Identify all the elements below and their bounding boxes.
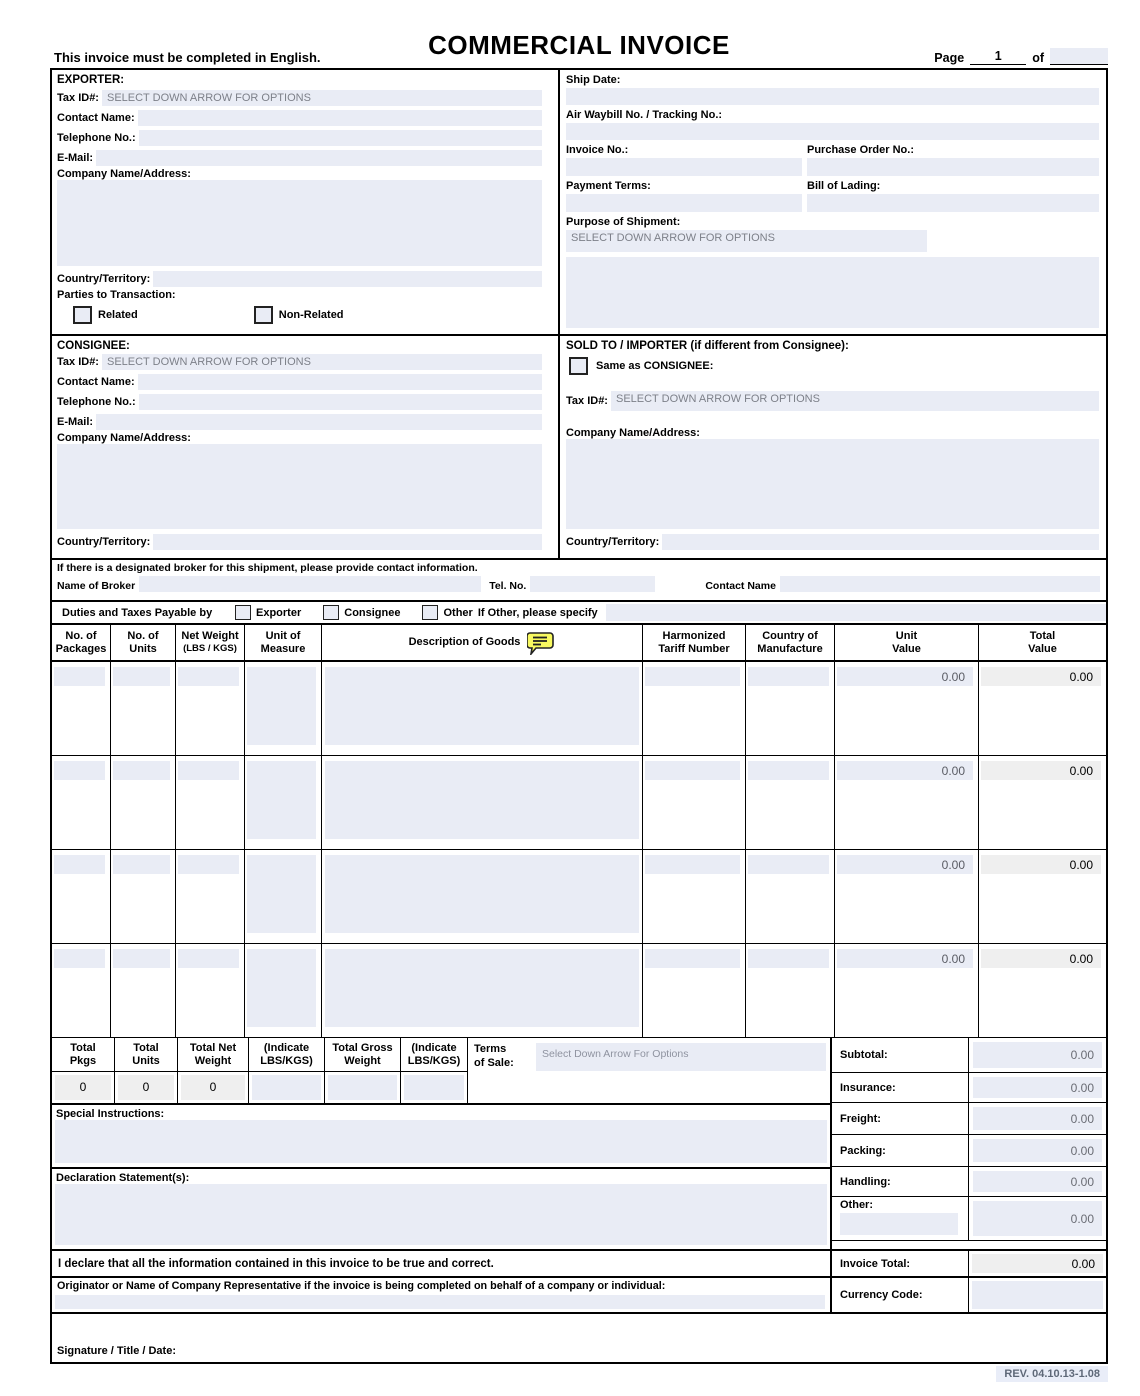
item2-country-input[interactable]	[748, 761, 829, 780]
bill-of-lading-label: Bill of Lading:	[807, 180, 881, 192]
exporter-title: EXPORTER:	[57, 74, 125, 86]
invoice-no-label: Invoice No.:	[566, 144, 629, 156]
broker-fields-row	[57, 575, 1100, 592]
broker-name-input[interactable]	[139, 576, 481, 592]
col-header-description: Description of Goods	[322, 625, 643, 660]
freight-label: Freight:	[832, 1103, 969, 1134]
col-header-tariff: Harmonized Tariff Number	[643, 625, 746, 660]
terms-of-sale-cell	[468, 1038, 830, 1075]
handling-input[interactable]: 0.00	[973, 1171, 1102, 1192]
payment-terms-input[interactable]	[566, 194, 802, 212]
exporter-email-label: E-Mail:	[57, 151, 94, 164]
col-header-unit-measure: Unit of Measure	[245, 625, 322, 660]
exporter-country-label: Country/Territory:	[57, 272, 151, 285]
payment-bol-row	[566, 180, 1099, 212]
freight-input[interactable]: 0.00	[973, 1107, 1102, 1130]
ship-date-label: Ship Date:	[566, 74, 621, 86]
declaration-box	[52, 1167, 830, 1249]
charges-panel	[832, 1038, 1106, 1249]
item1-net-weight-input[interactable]	[178, 667, 239, 686]
item2-net-weight-input[interactable]	[178, 761, 239, 780]
subtotal-field: 0.00	[973, 1042, 1102, 1068]
exporter-tax-id-row	[57, 88, 542, 107]
exporter-company-label: Company Name/Address:	[57, 168, 191, 180]
page-label: Page	[934, 51, 965, 65]
soldto-company-address-textarea[interactable]	[566, 439, 1099, 529]
payment-terms-label: Payment Terms:	[566, 180, 651, 192]
col-header-units: No. of Units	[111, 625, 176, 660]
indicate-lbs-kgs-input-2[interactable]	[404, 1075, 464, 1100]
broker-tel-label: Tel. No.	[489, 580, 527, 592]
item3-net-weight-input[interactable]	[178, 855, 239, 874]
soldto-block	[560, 336, 1106, 558]
handling-label: Handling:	[832, 1167, 969, 1196]
exporter-block	[52, 70, 560, 334]
consignee-block	[52, 336, 560, 558]
broker-tel-input[interactable]	[530, 576, 655, 592]
item3-units-input[interactable]	[113, 855, 170, 874]
items-table-header	[52, 625, 1106, 662]
total-pkgs-field: 0	[55, 1075, 111, 1100]
insurance-row	[832, 1073, 1106, 1103]
totals-left-panel	[52, 1038, 832, 1249]
totals-row	[52, 1038, 830, 1103]
broker-contact-label: Contact Name	[705, 580, 776, 592]
terms-of-sale-select[interactable]: Select Down Arrow For Options	[536, 1043, 826, 1071]
item2-description-textarea[interactable]	[325, 761, 639, 839]
duties-other-specify-label: If Other, please specify	[477, 606, 598, 619]
total-net-weight-header: Total Net Weight	[178, 1038, 248, 1072]
exporter-telephone-row	[57, 128, 542, 147]
declaration-textarea[interactable]	[55, 1184, 827, 1245]
exporter-contact-label: Contact Name:	[57, 111, 135, 124]
duties-exporter-label: Exporter	[256, 606, 302, 619]
purpose-select[interactable]: SELECT DOWN ARROW FOR OPTIONS	[566, 230, 927, 252]
page-counter	[934, 48, 1108, 65]
col-header-unit-value: Unit Value	[835, 625, 979, 660]
other-charge-row	[832, 1197, 1106, 1241]
item2-unit-value-field[interactable]: 0.00	[837, 761, 973, 780]
exporter-tax-id-select[interactable]: SELECT DOWN ARROW FOR OPTIONS	[102, 90, 542, 106]
item-row-4	[52, 944, 1106, 1038]
item1-units-input[interactable]	[113, 667, 170, 686]
consignee-email-row	[57, 412, 542, 431]
consignee-telephone-label: Telephone No.:	[57, 395, 136, 408]
soldto-tax-id-label: Tax ID#:	[566, 395, 608, 407]
item1-packages-input[interactable]	[54, 667, 105, 686]
broker-name-label: Name of Broker	[57, 580, 136, 592]
invoice-total-field: 0.00	[972, 1254, 1103, 1273]
subtotal-row	[832, 1038, 1106, 1073]
comment-note-icon[interactable]	[527, 631, 555, 655]
bill-of-lading-input[interactable]	[807, 194, 1099, 212]
item4-net-weight-input[interactable]	[178, 949, 239, 968]
item3-country-input[interactable]	[748, 855, 829, 874]
invoice-no-input[interactable]	[566, 158, 802, 176]
same-as-consignee-label: Same as CONSIGNEE:	[596, 360, 714, 372]
originator-input[interactable]	[55, 1295, 825, 1309]
item4-units-input[interactable]	[113, 949, 170, 968]
consignee-country-row	[57, 532, 542, 551]
item1-unit-measure-input[interactable]	[247, 667, 316, 745]
air-waybill-label: Air Waybill No. / Tracking No.:	[566, 109, 723, 121]
special-instructions-box	[52, 1103, 830, 1167]
col-header-net-weight: Net Weight (LBS / KGS)	[176, 625, 245, 660]
consignee-email-label: E-Mail:	[57, 415, 94, 428]
signature-label: Signature / Title / Date:	[57, 1345, 176, 1357]
item4-description-textarea[interactable]	[325, 949, 639, 1027]
item-row-1	[52, 662, 1106, 756]
item2-units-input[interactable]	[113, 761, 170, 780]
insurance-input[interactable]: 0.00	[973, 1077, 1102, 1098]
consignee-contact-label: Contact Name:	[57, 375, 135, 388]
indicate-lbs-kgs-header-1: (Indicate LBS/KGS)	[249, 1038, 324, 1072]
item1-total-value-field: 0.00	[981, 667, 1101, 686]
other-charge-label: Other:	[840, 1199, 873, 1211]
consignee-company-label: Company Name/Address:	[57, 432, 191, 444]
consignee-company-address-textarea[interactable]	[57, 444, 542, 529]
signature-row[interactable]	[52, 1312, 1106, 1362]
parties-to-transaction-label: Parties to Transaction:	[57, 289, 176, 301]
packing-label: Packing:	[832, 1135, 969, 1166]
shipment-block	[560, 70, 1106, 334]
broker-contact-input[interactable]	[780, 576, 1100, 592]
same-as-consignee-checkbox[interactable]	[569, 357, 588, 375]
packing-input[interactable]: 0.00	[973, 1139, 1102, 1162]
invoice-total-label: Invoice Total:	[832, 1251, 969, 1276]
related-label: Related	[98, 309, 138, 321]
indicate-lbs-kgs-input-1[interactable]	[252, 1075, 321, 1100]
total-net-weight-field: 0	[181, 1075, 245, 1100]
purchase-order-label: Purchase Order No.:	[807, 144, 914, 156]
duties-other-checkbox[interactable]	[422, 605, 438, 620]
item3-packages-input[interactable]	[54, 855, 105, 874]
same-as-consignee-row	[569, 357, 1099, 375]
exporter-telephone-label: Telephone No.:	[57, 131, 136, 144]
item2-tariff-input[interactable]	[645, 761, 740, 780]
packing-row	[832, 1135, 1106, 1167]
page-title: COMMERCIAL INVOICE	[428, 30, 730, 60]
invoice-po-row	[566, 144, 1099, 176]
item3-unit-value-field[interactable]: 0.00	[837, 855, 973, 874]
item3-unit-measure-input[interactable]	[247, 855, 316, 933]
special-instructions-label: Special Instructions:	[56, 1108, 170, 1120]
soldto-country-label: Country/Territory:	[566, 535, 660, 548]
item2-unit-measure-input[interactable]	[247, 761, 316, 839]
consignee-country-input[interactable]	[153, 534, 542, 550]
page-number-field: 1	[970, 49, 1026, 65]
item2-total-value-field: 0.00	[981, 761, 1101, 780]
item3-description-textarea[interactable]	[325, 855, 639, 933]
declare-row	[52, 1249, 1106, 1276]
consignee-contact-row	[57, 372, 542, 391]
soldto-title: SOLD TO / IMPORTER (if different from Consignee):	[566, 340, 849, 352]
parties-checkboxes	[73, 304, 542, 326]
exporter-company-address-textarea[interactable]	[57, 180, 542, 266]
purpose-label: Purpose of Shipment:	[566, 216, 681, 228]
soldto-tax-id-row	[566, 390, 1099, 412]
page-total-input[interactable]	[1050, 48, 1108, 65]
consignee-email-input[interactable]	[96, 414, 542, 430]
duties-consignee-label: Consignee	[344, 606, 401, 619]
item1-country-input[interactable]	[748, 667, 829, 686]
terms-of-sale-label: Terms of Sale:	[474, 1043, 514, 1069]
non-related-checkbox[interactable]	[254, 306, 273, 324]
total-units-header: Total Units	[115, 1038, 177, 1072]
consignee-contact-input[interactable]	[138, 374, 542, 390]
total-pkgs-header: Total Pkgs	[52, 1038, 114, 1072]
item4-unit-measure-input[interactable]	[247, 949, 316, 1027]
broker-section	[52, 560, 1106, 602]
col-header-manufacture: Country of Manufacture	[746, 625, 835, 660]
item1-tariff-input[interactable]	[645, 667, 740, 686]
freight-row	[832, 1103, 1106, 1135]
soldto-tax-id-select[interactable]: SELECT DOWN ARROW FOR OPTIONS	[611, 391, 1099, 411]
item4-total-value-field: 0.00	[981, 949, 1101, 968]
other-charge-specify-input[interactable]	[840, 1213, 958, 1235]
purchase-order-input[interactable]	[807, 158, 1099, 176]
consignee-title: CONSIGNEE:	[57, 340, 130, 352]
invoice-form	[50, 68, 1108, 1364]
soldto-company-label: Company Name/Address:	[566, 427, 700, 439]
duties-other-specify-input[interactable]	[606, 604, 1106, 621]
exporter-telephone-input[interactable]	[139, 130, 542, 146]
total-units-field: 0	[118, 1075, 174, 1100]
duties-exporter-checkbox[interactable]	[235, 605, 251, 620]
item-row-2	[52, 756, 1106, 850]
non-related-label: Non-Related	[278, 309, 344, 321]
related-checkbox[interactable]	[73, 306, 92, 324]
special-instructions-textarea[interactable]	[55, 1120, 827, 1163]
item4-tariff-input[interactable]	[645, 949, 740, 968]
item2-packages-input[interactable]	[54, 761, 105, 780]
exporter-email-input[interactable]	[96, 150, 542, 166]
col-header-packages: No. of Packages	[52, 625, 111, 660]
exporter-email-row	[57, 148, 542, 167]
declaration-label: Declaration Statement(s):	[56, 1172, 195, 1184]
item1-unit-value-field[interactable]: 0.00	[837, 667, 973, 686]
item4-packages-input[interactable]	[54, 949, 105, 968]
currency-code-input[interactable]	[972, 1281, 1103, 1309]
item-row-3	[52, 850, 1106, 944]
handling-row	[832, 1167, 1106, 1197]
of-label: of	[1032, 51, 1044, 65]
consignee-soldto-section	[52, 336, 1106, 560]
exporter-country-row	[57, 269, 542, 288]
soldto-country-row	[566, 532, 1099, 551]
duties-consignee-checkbox[interactable]	[323, 605, 339, 620]
subtotal-label: Subtotal:	[832, 1038, 969, 1072]
purpose-notes-textarea[interactable]	[566, 257, 1099, 328]
form-header	[50, 26, 1108, 68]
air-waybill-input[interactable]	[566, 123, 1099, 140]
total-gross-weight-input[interactable]	[328, 1075, 397, 1100]
exporter-contact-row	[57, 108, 542, 127]
exporter-shipment-section	[52, 70, 1106, 336]
consignee-tax-id-row	[57, 352, 542, 371]
ship-date-input[interactable]	[566, 88, 1099, 105]
indicate-lbs-kgs-header-2: (Indicate LBS/KGS)	[401, 1038, 467, 1072]
insurance-label: Insurance:	[832, 1073, 969, 1102]
item3-tariff-input[interactable]	[645, 855, 740, 874]
consignee-tax-id-select[interactable]: SELECT DOWN ARROW FOR OPTIONS	[102, 354, 542, 370]
item4-country-input[interactable]	[748, 949, 829, 968]
consignee-tax-id-label: Tax ID#:	[57, 355, 99, 368]
duties-label: Duties and Taxes Payable by	[62, 606, 213, 619]
consignee-country-label: Country/Territory:	[57, 535, 151, 548]
english-notice: This invoice must be completed in English.	[54, 50, 321, 65]
item4-unit-value-field[interactable]: 0.00	[837, 949, 973, 968]
originator-label: Originator or Name of Company Representative if the invoice is being completed on behalf of a company or individual:	[57, 1280, 666, 1292]
consignee-telephone-input[interactable]	[139, 394, 542, 410]
item3-total-value-field: 0.00	[981, 855, 1101, 874]
currency-code-label: Currency Code:	[832, 1278, 969, 1312]
declare-statement: I declare that all the information contained in this invoice to be true and correct.	[52, 1251, 832, 1276]
revision-stamp: REV. 04.10.13-1.08	[996, 1366, 1108, 1382]
total-gross-weight-header: Total Gross Weight	[325, 1038, 400, 1072]
col-header-total-value: Total Value	[1028, 629, 1057, 655]
duties-section	[52, 602, 1106, 625]
other-charge-input[interactable]: 0.00	[973, 1201, 1102, 1236]
exporter-contact-input[interactable]	[138, 110, 542, 126]
item1-description-textarea[interactable]	[325, 667, 639, 745]
duties-other-label: Other	[443, 606, 473, 619]
exporter-tax-id-label: Tax ID#:	[57, 91, 99, 104]
broker-instruction: If there is a designated broker for this shipment, please provide contact information.	[57, 562, 478, 574]
totals-charges-section	[52, 1038, 1106, 1249]
exporter-country-input[interactable]	[153, 271, 542, 287]
consignee-telephone-row	[57, 392, 542, 411]
soldto-country-input[interactable]	[662, 534, 1099, 550]
originator-row	[52, 1276, 1106, 1312]
